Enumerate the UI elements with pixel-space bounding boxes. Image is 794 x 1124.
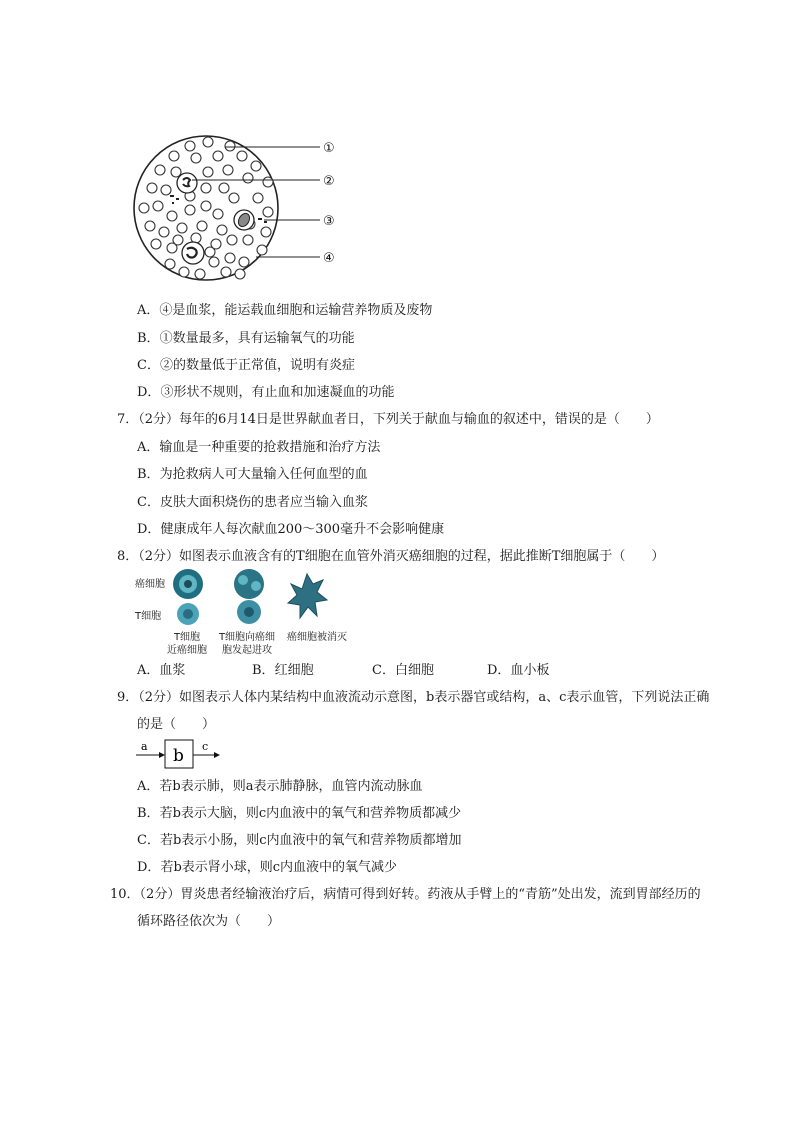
red-blood-cell <box>185 205 195 215</box>
red-blood-cell <box>147 183 157 193</box>
label-1: ① <box>323 141 335 156</box>
caption-panel-2: T细胞向癌细 胞发起进攻 <box>218 632 276 656</box>
blood-flow-diagram <box>136 736 236 772</box>
white-blood-cell-lower <box>182 242 204 264</box>
red-blood-cell <box>173 235 183 245</box>
q7-option-d: D．健康成年人每次献血200～300毫升不会影响健康 <box>137 522 445 537</box>
red-blood-cell <box>155 165 165 175</box>
white-blood-cell-3 <box>234 210 254 230</box>
red-blood-cell <box>197 221 207 231</box>
red-blood-cell <box>153 201 163 211</box>
q6-option-a: A．④是血浆，能运载血细胞和运输营养物质及废物 <box>137 303 433 318</box>
red-blood-cell <box>161 185 171 195</box>
red-blood-cell <box>221 267 231 277</box>
q9-option-d: D．若b表示肾小球，则c内血液中的氧气减少 <box>137 860 398 875</box>
red-blood-cell <box>227 235 237 245</box>
q9-option-b: B．若b表示大脑，则c内血液中的氧气和营养物质都减少 <box>137 806 462 821</box>
q9-option-a: A．若b表示肺，则a表示肺静脉，血管内流动脉血 <box>137 779 423 794</box>
caption-panel-1: T细胞 近癌细胞 <box>167 632 207 656</box>
q9-option-c: C．若b表示小肠，则c内血液中的氧气和营养物质都增加 <box>137 833 462 848</box>
q6-option-b: B．①数量最多，具有运输氧气的功能 <box>137 331 355 346</box>
q8-option-a: A．血浆 <box>137 663 186 678</box>
red-blood-cell <box>205 247 215 257</box>
vessel-c-label: c <box>202 740 209 753</box>
q10-stem-line1: 10．（2分）胃炎患者经输液治疗后，病情可得到好转。药液从手臂上的“青筋”处出发，流到胃部经历的 <box>110 887 701 902</box>
red-blood-cell <box>177 223 187 233</box>
label-4: ④ <box>323 251 335 266</box>
red-blood-cell <box>229 193 239 203</box>
red-blood-cell <box>213 151 223 161</box>
red-blood-cell <box>185 141 195 151</box>
red-blood-cell <box>167 211 177 221</box>
label-3: ③ <box>323 214 335 229</box>
q10-stem-line2: 循环路径依次为（ ） <box>137 914 281 929</box>
red-blood-cell <box>251 161 261 171</box>
q7-option-a: A．输血是一种重要的抢救措施和治疗方法 <box>137 440 381 455</box>
destroyed-cancer-cell <box>288 574 327 618</box>
label-2: ② <box>323 174 335 189</box>
red-blood-cell <box>203 137 213 147</box>
caption-panel-3: 癌细胞被消灭 <box>287 632 347 643</box>
red-blood-cell <box>145 221 155 231</box>
red-blood-cell <box>139 203 149 213</box>
red-blood-cell <box>235 269 245 279</box>
red-blood-cell <box>165 259 175 269</box>
red-blood-cell <box>203 167 213 177</box>
q6-option-d: D．③形状不规则，有止血和加速凝血的功能 <box>137 385 395 400</box>
q9-stem-line2: 的是（ ） <box>137 717 216 732</box>
red-blood-cell <box>253 193 263 203</box>
red-blood-cell <box>243 173 253 183</box>
red-blood-cell <box>209 257 219 267</box>
red-blood-cell <box>223 165 233 175</box>
red-blood-cell <box>201 183 211 193</box>
t-cell-figure <box>135 568 365 658</box>
q8-stem: 8．（2分）如图表示血液含有的T细胞在血管外消灭癌细胞的过程，据此推断T细胞属于（ ） <box>117 549 665 564</box>
red-blood-cell <box>191 153 201 163</box>
organ-b-label: b <box>173 746 184 766</box>
red-blood-cell <box>237 151 247 161</box>
red-blood-cell <box>217 225 227 235</box>
blood-smear-figure <box>130 132 350 292</box>
red-blood-cell <box>239 257 249 267</box>
red-blood-cell <box>257 245 267 255</box>
q8-option-d: D．血小板 <box>487 663 550 678</box>
q6-option-c: C．②的数量低于正常值，说明有炎症 <box>137 358 355 373</box>
q7-option-c: C．皮肤大面积烧伤的患者应当输入血浆 <box>137 495 368 510</box>
label-cancer-cell: 癌细胞 <box>135 579 165 590</box>
red-blood-cell <box>225 141 235 151</box>
red-blood-cell <box>151 239 161 249</box>
red-blood-cell <box>261 227 271 237</box>
q7-stem: 7．（2分）每年的6月14日是世界献血者日，下列关于献血与输血的叙述中，错误的是（ ） <box>117 412 659 427</box>
red-blood-cell <box>243 235 253 245</box>
q8-option-c: C．白细胞 <box>372 663 434 678</box>
red-blood-cell <box>195 269 205 279</box>
red-blood-cell <box>263 177 273 187</box>
red-blood-cell <box>169 151 179 161</box>
white-blood-cell-2 <box>177 173 197 193</box>
red-blood-cell <box>225 253 235 263</box>
red-blood-cell <box>219 183 229 193</box>
red-blood-cell <box>263 207 273 217</box>
label-t-cell: T细胞 <box>135 611 162 622</box>
q7-option-b: B．为抢救病人可大量输入任何血型的血 <box>137 467 368 482</box>
red-blood-cell <box>179 267 189 277</box>
red-blood-cell <box>159 227 169 237</box>
vessel-a-label: a <box>141 740 148 753</box>
q9-stem-line1: 9．（2分）如图表示人体内某结构中血液流动示意图，b表示器官或结构，a、c表示血管，下列说法正确 <box>117 690 710 705</box>
q8-option-b: B．红细胞 <box>252 663 314 678</box>
red-blood-cell <box>201 201 211 211</box>
red-blood-cell <box>213 209 223 219</box>
cell-illustrations <box>171 568 341 630</box>
